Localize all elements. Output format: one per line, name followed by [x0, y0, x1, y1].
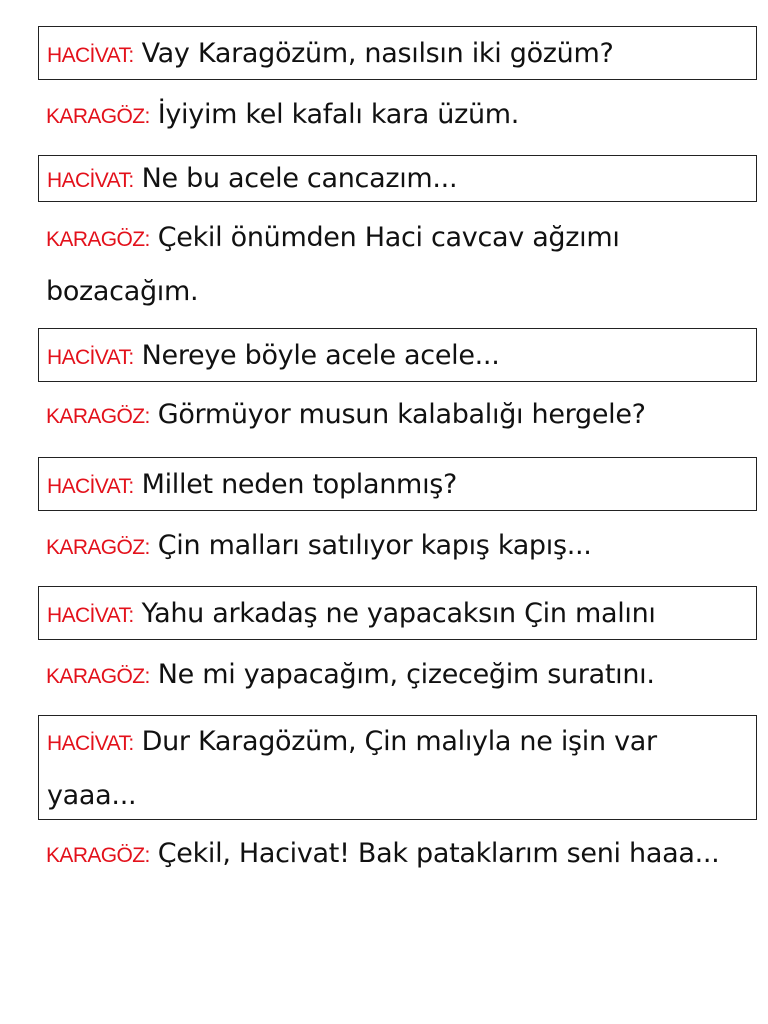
dialogue-line-karagoz [38, 88, 757, 142]
speaker-label: KARAGÖZ: [46, 665, 150, 688]
dialogue-line-hacivat [38, 26, 757, 80]
speech-text: Yahu arkadaş ne yapacaksın Çin malını [141, 598, 656, 629]
speech-text: Görmüyor musun kalabalığı hergele? [157, 399, 646, 430]
dialogue-line-hacivat [38, 155, 757, 202]
speaker-label: KARAGÖZ: [46, 105, 150, 128]
dialogue-line-karagoz [38, 212, 757, 320]
speaker-label: KARAGÖZ: [46, 536, 150, 559]
dialogue-line-hacivat [38, 328, 757, 382]
dialogue-line-hacivat [38, 715, 757, 820]
speech-text: Vay Karagözüm, nasılsın iki gözüm? [141, 38, 614, 69]
speech-text: Nereye böyle acele acele... [141, 340, 500, 371]
speech-text: Çin malları satılıyor kapış kapış... [157, 530, 592, 561]
speaker-label: HACİVAT: [47, 475, 134, 498]
speech-text: Çekil önümden Haci cavcav ağzımı bozacağım. [46, 222, 620, 307]
speaker-label: KARAGÖZ: [46, 405, 150, 428]
speaker-label: HACİVAT: [47, 604, 134, 627]
speaker-label: KARAGÖZ: [46, 228, 150, 251]
speech-text: İyiyim kel kafalı kara üzüm. [157, 99, 520, 130]
speech-text: Dur Karagözüm, Çin malıyla ne işin var yaaa... [47, 726, 657, 811]
speaker-label: HACİVAT: [47, 169, 134, 192]
dialogue-line-karagoz [38, 388, 757, 442]
dialogue-line-karagoz [38, 648, 757, 702]
speaker-label: HACİVAT: [47, 44, 134, 67]
dialogue-line-karagoz [38, 519, 757, 573]
speaker-label: KARAGÖZ: [46, 844, 150, 867]
speech-text: Çekil, Hacivat! Bak pataklarım seni haaa... [157, 838, 720, 869]
speaker-label: HACİVAT: [47, 346, 134, 369]
speech-text: Millet neden toplanmış? [141, 469, 458, 500]
speaker-label: HACİVAT: [47, 732, 134, 755]
speech-text: Ne mi yapacağım, çizeceğim suratını. [157, 659, 655, 690]
speech-text: Ne bu acele cancazım... [141, 163, 458, 194]
dialogue-line-hacivat [38, 586, 757, 640]
dialogue-line-karagoz [38, 828, 757, 936]
dialogue-line-hacivat [38, 457, 757, 511]
